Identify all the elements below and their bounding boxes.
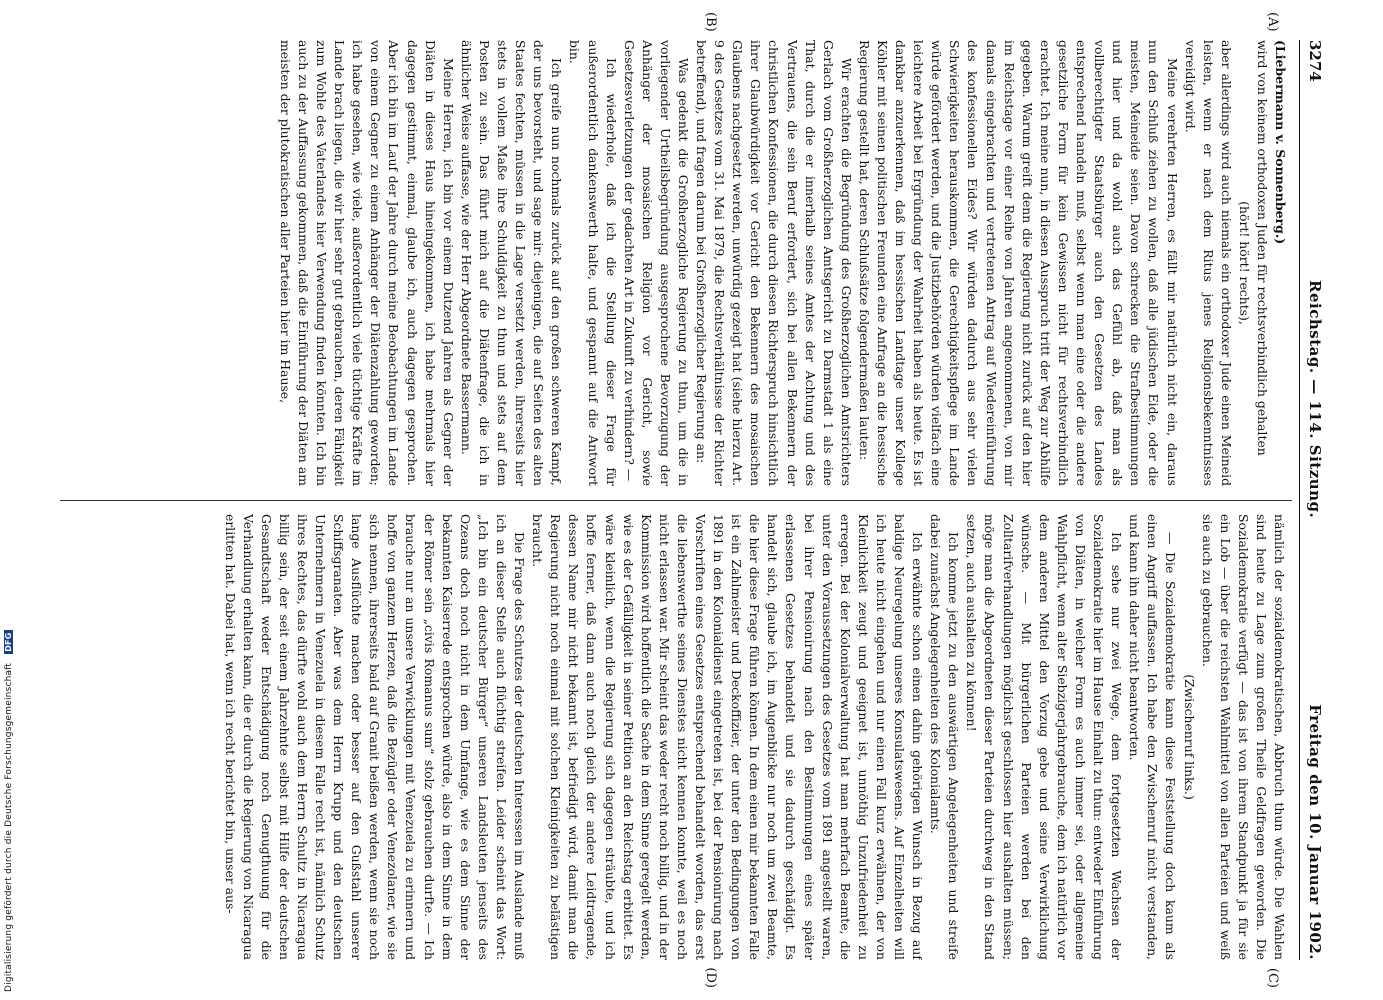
dfg-logo: DFG [4, 632, 13, 652]
credit-text: Digitalisierung gefördert durch die Deutsche Forschungsgemeinschaft [4, 662, 14, 992]
left-column [58, 40, 1288, 486]
newspaper-page [48, 12, 1328, 988]
margin-marker-a: (A) [1265, 12, 1280, 32]
paragraph: aber allerdings wird auch niemals ein orthodoxer Jude einen Meineid leisten, wenn er nach dem Ritus jenes Religionsbekenntnisses vereidigt wird. [1182, 40, 1234, 486]
paragraph: Ich erwähnte schon einen dahin gehörigen Wunsch in Bezug auf baldige Neuregelung unseres Konsulatswesens. Auf Einzelheiten will ich heute nicht eingehen und nur einen Fall kurz erwähnen, der von Kleinlichkeit zeugt und geeignet ist, unnöthig Unzufriedenheit zu erregen. Bei der Kolonialverwaltung hat man mehrfach Beamte, die unter den Voraussetzungen des Gesetzes vom 1891 angestellt waren, bei ihrer Pensionirung nach den Bestimmungen eines später erlassenen Gesetzes behandelt und sie dadurch geschädigt. Es handelt sich, glaube ich, im Augenblicke nur noch um zwei Beamte, die hier diese Frage führen können. In dem einen mir bekannten Falle ist ein Zahlmeister und Deckoffizier, der unter den Bedingungen von 1891 in den Kolonialdienst eingetreten ist, bei der Pensionirung nach Vorschriften eines Gesetzes entsprechend behandelt worden, das erst die liebenswerthe seines Dienstes nicht kennen konnte, weil es noch nicht erlassen war. Mir scheint das weder recht noch billig, und in der Kommission wird hoffentlich die Sache in dem Sinne geregelt werden, wie es der Gefälligkeit in seiner Petition an den Reichstag erbittet. Es wäre kleinlich, wenn die Regierung sich dagegen sträubte, und ich hoffe ferner, daß dann auch noch gleich der andere Leidtragende, dessen Name mir nicht bekannt ist, befriedigt wird, damit man die Regierung nicht noch einmal mit solchen Kleinigkeiten zu belästigen braucht. [530, 514, 926, 960]
margin-marker-d: (D) [703, 967, 718, 988]
paragraph: Meine verehrten Herren, es fällt mir natürlich nicht ein, daraus nun den Schluß ziehen zu wollen, daß alle jüdischen Eide, oder die meisten, Meineide seien. Davon schrecken die Strafbestimmungen und hier und da wohl auch das Gefühl ab, daß man als vollberechtigter Staatsbürger auch den Gesetzen des Landes entsprechend handeln muß, selbst wenn man eine oder die andere gesetzliche Form für kein Gewissen nicht für rechtsverbindlich erachtet. Ich meine nun, in diesen Ausspruch tritt der Weg zur Abhilfe gegeben. Warum greift denn die Regierung nicht zurück auf den hier im Reichstage vor einer Reihe von Jahren angenommenen, von mir damals eingebrachten und vertretenen Antrag auf Wiedereinführung des konfessionellen Eides? Wir würden dadurch aus sehr vielen Schwierigkeiten herauskommen, die Gerechtigkeitspflege im Lande würde gefördert werden, und die Justizbehörden würden vielfach eine leichtere Arbeit bei Ergründung der Wahrheit haben als heute. Es ist dankbar anzuerkennen, daß im hessischen Landtage unser Kollege Köhler mit seinen politischen Freunden eine Anfrage an die hessische Regierung gestellt hat, deren Schlußsätze folgendermaßen lauten: [856, 40, 1180, 486]
paragraph: — Die Sozialdemokratie kann diese Feststellung doch kaum als einen Angriff auffassen. Ich habe den Zwischenruf nicht verstanden, und kann ihn daher nicht beantworten. [1127, 514, 1179, 960]
paragraph: Ich sehe nur zwei Wege, dem fortgesetzten Wachsen der Sozialdemokratie hier im Hause Einhalt zu thun: entweder Einführung von Diäten, in welcher Form es auch immer sei, oder allgemeine Wahlpflicht, wenn alter Siebzigerjahrgebrauche, dem ich natürlich vor dem anderen Mittel den Vorzug gebe und seine Verwirklichung wünsche. — Mit bürgerlichen Parteien werden bei den Zolltarifverhandlungen möglichst geschlossen hier aushalten müssen; möge man die Abgeordneten dieser Parteien durchweg in den Stand setzen, auch aushalten zu können! [964, 514, 1125, 960]
quoted-paragraph: Wir erachten die Begründung des Großherzoglichen Amtsrichters Gerlach vom Großherzoglichen Amtsgericht zu Darmstadt 1 als eine That, durch die er innerhalb seines Amtes der Achtung und des Vertrauens, die sein Beruf erfordert, sich bei allen Bekennern der christlichen Konfessionen, die durch diesen Richterspruch hinsichtlich ihrer Glaubwürdigkeit vor Gericht den Bekennern des mosaischen Glaubens nachgesetzt werden, unwürdig gezeigt hat (siehe hierzu Art. 9 des Gesetzes vom 31. Mai 1879, die Rechtsverhältnisse der Richter betreffend), und fragen darum bei Großherzoglicher Regierung an: [694, 40, 854, 486]
header-title: Reichstag. — 114. Sitzung. [1306, 280, 1324, 519]
paragraph: nämlich der sozialdemokratischen, Abbruch thun würde. Die Wahlen sind heute zu Lage zum großen Theile Geldfragen geworden. Die Sozialdemokratie verfügt — das ist von ihrem Standpunkt ja für sie ein Lob — über die reichsten Wahlmittel von allen Parteien und weiß sie auch zu gebrauchen. [1199, 514, 1287, 960]
column-divider [60, 500, 1292, 501]
interjection: (Zwischenruf links.) [1181, 674, 1197, 800]
page-header [1299, 40, 1328, 960]
paragraph: Ich komme jetzt zu den auswärtigen Angelegenheiten und streife dabei zunächst Angelegenheiten des Kolonialamts. [928, 514, 962, 960]
quoted-paragraph: Was gedenkt die Großherzogliche Regierung zu thun, um die in vorliegender Urtheilsbegründung ausgesprochene Bevorzugung der Anhänger der mosaischen Religion vor Gericht, sowie Gesetzesverletzungen der gedachten Art in Zukunft zu verhindern? — [621, 40, 691, 486]
paragraph: Meine Herren, ich bin vor einem Dutzend Jahren als Gegner der Diäten in dieses Haus hineingekommen, ich habe mehrmals hier dagegen gestimmt, einmal, glaube ich, auch dagegen gesprochen. Aber ich bin im Lauf der Jahre durch meine Beobachtungen im Lande von einem Gegner zu einem Anhänger der Diätenzahlung geworden; ich habe gesehen, wie viele, außerordentlich viele tüchtige Kräfte im Lande brach liegen, die wir hier sehr gut gebrauchen, deren Fähigkeit zum Wohle des Vaterlandes hier Verwendung finden könnten. Ich bin auch zu der Auffassung gekommen, daß die Einführung der Diäten am meisten der plutokratischen aller Parteien hier im Hause, [277, 40, 456, 486]
paragraph: Ich greife nun nochmals zurück auf den großen schweren Kampf, der uns bevorsteht, und sage mir: diejenigen, die auf Seiten des alten Staates fechten, müssen in die Lage versetzt werden, ihrerseits hier stets in vollem Maße ihre Schuldigkeit zu thun und stets auf dem Posten zu sein. Das führt mich auf die Diätenfrage, die ich in ähnlicher Weise auffasse, wie der Herr Abgeordnete Bassermann. [458, 40, 565, 486]
speaker-name: (Liebermann v. Sonnenberg.) [1273, 40, 1288, 245]
paragraph: wird von keinem orthodoxen Juden für rechtsverbindlich gehalten [1255, 40, 1270, 456]
margin-marker-c: (C) [1265, 967, 1280, 988]
header-date: Freitag den 10. Januar 1902. [1306, 704, 1324, 960]
digitization-credit [4, 0, 16, 992]
paragraph: Ich wiederhole, daß ich die Stellung dieser Frage für außerordentlich dankenswerth halte, und gespannt auf die Antwort bin. [567, 40, 619, 486]
margin-marker-b: (B) [703, 12, 718, 32]
paragraph: Die Frage des Schutzes der deutschen Interessen im Auslande muß ich an dieser Stelle auch flüchtig streifen. Leider scheint das Wort: „Ich bin ein deutscher Bürger“ unseren Landsleuten jenseits des Ozeans doch noch nicht in dem Umfange, wie es dem Sinne der bekannten Kaiserrede entsprochen würde, also in dem Sinne in dem der Römer sein „civis Romanus sum“ stolz gebrauchen durfte. — Ich brauche nur an unsere Verwicklungen mit Venezuela zu erinnern und hoffe von ganzem Herzen, daß die Bezügler oder Venezolaner, wie sie sich nennen, ihrerseits bald auf Granit beißen werden, wenn sie noch lange Ausflüchte machen oder besser auf den Gußstahl unserer Schiffsgranaten. Aber was dem Herrn Krupp und den deutschen Unternehmern in Venezuela in diesem Falle recht ist, nämlich Schutz ihres Rechtes, das dürfte wohl auch dem Herrn Schultz in Nicaragua billig sein, der seit einem Jahrzehnte selbst mit Hilfe der deutschen Gesandtschaft weder Entschädigung noch Genugthuung für die Verhandlung erhalten kann, die er durch die Regierung von Nicaragua erlitten hat. Dabei hat, wenn ich recht berichtet bin, unser aus- [222, 514, 528, 960]
page-number: 3274 [1306, 40, 1324, 82]
interjection: (hört! hört! rechts), [1236, 201, 1252, 325]
right-column [58, 514, 1288, 960]
